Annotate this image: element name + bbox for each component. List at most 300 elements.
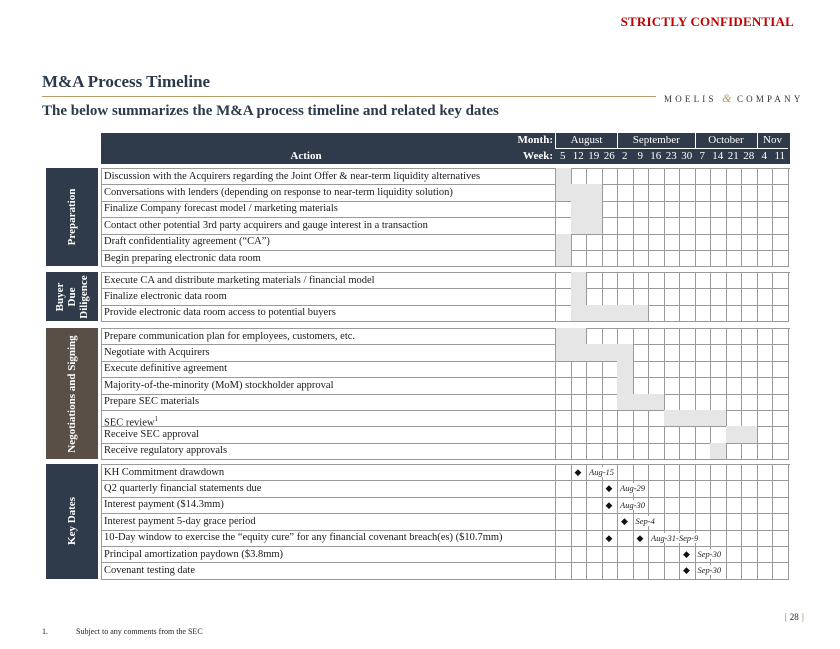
timeline-cell (772, 305, 789, 322)
timeline-cell-shaded (633, 394, 650, 411)
timeline-cell (617, 464, 634, 481)
section-right-border (788, 464, 789, 579)
timeline-cell (679, 443, 696, 460)
row-divider (101, 266, 555, 267)
timeline-cell (695, 443, 712, 460)
action-text: KH Commitment drawdown (104, 466, 225, 478)
timeline-cell (695, 513, 712, 530)
timeline-cell (586, 497, 603, 514)
timeline-cell (602, 410, 619, 427)
timeline-cell (757, 530, 774, 547)
action-text: Majority-of-the-minority (MoM) stockholder approval (104, 379, 334, 391)
table-row-action (104, 394, 199, 410)
timeline-cell (741, 562, 758, 579)
table-row-action (104, 465, 224, 481)
timeline-cell (586, 530, 603, 547)
page-number: [ 28 ] (784, 612, 804, 622)
table-row-action (104, 289, 227, 305)
timeline-cell (648, 497, 665, 514)
timeline-cell (679, 426, 696, 443)
timeline-cell (602, 546, 619, 563)
timeline-cell (695, 480, 712, 497)
timeline-cell (726, 530, 743, 547)
timeline-cell (633, 250, 650, 267)
timeline-cell (555, 546, 572, 563)
timeline-cell (695, 305, 712, 322)
timeline-cell (602, 377, 619, 394)
action-text: Prepare SEC materials (104, 396, 200, 408)
timeline-cell (741, 530, 758, 547)
timeline-cell (757, 328, 774, 345)
timeline-cell (633, 184, 650, 201)
timeline-cell (664, 234, 681, 251)
timeline-cell (757, 480, 774, 497)
header-week: 19 (588, 150, 600, 162)
timeline-cell (586, 562, 603, 579)
timeline-cell (772, 361, 789, 378)
header-week: 26 (603, 150, 615, 162)
section-right-border (788, 272, 789, 321)
header-week: 7 (699, 150, 705, 162)
timeline-cell (726, 250, 743, 267)
timeline-cell (695, 361, 712, 378)
timeline-cell (648, 377, 665, 394)
timeline-cell (617, 288, 634, 305)
milestone-diamond-icon: ◆ (621, 516, 628, 527)
row-divider (101, 321, 555, 322)
timeline-cell (555, 562, 572, 579)
timeline-cell (586, 546, 603, 563)
timeline-cell (571, 377, 588, 394)
timeline-cell-shaded (602, 344, 619, 361)
milestone-diamond-icon: ◆ (605, 483, 613, 494)
timeline-cell (710, 513, 727, 530)
timeline-cell (695, 234, 712, 251)
timeline-cell (602, 168, 619, 185)
table-row-action (104, 185, 453, 201)
timeline-cell (555, 288, 572, 305)
timeline-cell (757, 272, 774, 289)
logo-ampersand: & (722, 91, 732, 105)
timeline-cell (679, 328, 696, 345)
timeline-cell (695, 272, 712, 289)
action-text: Draft confidentiality agreement (“CA”) (104, 236, 270, 248)
section-category-line: Buyer (54, 282, 66, 311)
timeline-cell-shaded (555, 234, 572, 251)
timeline-cell (679, 288, 696, 305)
timeline-cell (772, 497, 789, 514)
timeline-cell (726, 497, 743, 514)
timeline-cell (741, 546, 758, 563)
timeline-cell-shaded (586, 305, 603, 322)
action-text: Provide electronic data room access to potential buyers (104, 307, 336, 319)
milestone-diamond-icon: ◆ (683, 565, 690, 576)
timeline-cell (772, 201, 789, 218)
section-right-border (788, 328, 789, 459)
timeline-cell (617, 168, 634, 185)
timeline-cell (617, 272, 634, 289)
timeline-cell (710, 377, 727, 394)
timeline-cell (679, 305, 696, 322)
timeline-cell (741, 184, 758, 201)
table-row-action (104, 497, 224, 513)
timeline-cell (757, 184, 774, 201)
timeline-cell (633, 234, 650, 251)
table-row-action (104, 514, 256, 530)
timeline-cell-shaded (571, 184, 588, 201)
timeline-cell (757, 305, 774, 322)
timeline-cell (633, 217, 650, 234)
timeline-cell (710, 394, 727, 411)
milestone-date-label: Aug-31-Sep-9 (651, 532, 699, 543)
timeline-cell-shaded (571, 201, 588, 218)
timeline-cell (772, 234, 789, 251)
timeline-cell-shaded (648, 394, 665, 411)
action-text: Principal amortization paydown ($3.8mm) (104, 548, 284, 560)
timeline-cell (695, 201, 712, 218)
timeline-cell-shaded (586, 344, 603, 361)
timeline-cell (586, 250, 603, 267)
action-text: Interest payment 5-day grace period (104, 515, 256, 527)
timeline-cell (648, 217, 665, 234)
timeline-cell (726, 377, 743, 394)
header-week: 21 (727, 150, 739, 162)
timeline-cell (648, 344, 665, 361)
timeline-cell (555, 201, 572, 218)
timeline-cell (679, 377, 696, 394)
header-week: 30 (681, 150, 693, 162)
timeline-cell (617, 217, 634, 234)
section-category-text (54, 275, 90, 318)
milestone-date-label: Sep-30 (697, 565, 722, 576)
timeline-cell (726, 562, 743, 579)
timeline-cell (726, 546, 743, 563)
confidential-label: STRICTLY CONFIDENTIAL (620, 14, 794, 29)
timeline-cell (571, 443, 588, 460)
timeline-cell (772, 394, 789, 411)
timeline-cell (757, 344, 774, 361)
action-text: Q2 quarterly financial statements due (104, 482, 262, 494)
timeline-cell (648, 546, 665, 563)
timeline-cell (664, 464, 681, 481)
timeline-cell (741, 361, 758, 378)
timeline-cell (679, 250, 696, 267)
timeline-cell (648, 361, 665, 378)
timeline-cell (586, 410, 603, 427)
timeline-cell (772, 480, 789, 497)
milestone-diamond-icon: ◆ (605, 499, 613, 510)
timeline-cell (772, 530, 789, 547)
timeline-cell (757, 201, 774, 218)
timeline-cell (586, 480, 603, 497)
timeline-cell (726, 443, 743, 460)
timeline-cell (664, 328, 681, 345)
footnote (42, 627, 203, 636)
timeline-cell (617, 184, 634, 201)
timeline-cell-shaded (586, 217, 603, 234)
timeline-cell (555, 464, 572, 481)
section-category-line: Due (66, 287, 78, 307)
timeline-cell (757, 426, 774, 443)
table-row-action (104, 201, 338, 217)
timeline-cell (571, 426, 588, 443)
action-text: Interest payment ($14.3mm) (104, 499, 224, 511)
timeline-cell (757, 394, 774, 411)
action-text: Receive regulatory approvals (104, 445, 228, 457)
timeline-cell (571, 361, 588, 378)
timeline-cell (726, 234, 743, 251)
timeline-cell-shaded (617, 305, 634, 322)
timeline-cell (648, 305, 665, 322)
timeline-cell (664, 546, 681, 563)
section-key-dates-label (46, 464, 98, 579)
action-text: Covenant testing date (104, 564, 195, 576)
section-left-border (101, 168, 102, 266)
timeline-cell (571, 168, 588, 185)
timeline-cell (617, 234, 634, 251)
timeline-cell (726, 480, 743, 497)
timeline-cell (648, 562, 665, 579)
timeline-cell (757, 234, 774, 251)
timeline-cell (664, 361, 681, 378)
timeline-cell (741, 288, 758, 305)
footnote-text: Subject to any comments from the SEC (76, 627, 203, 636)
milestone-diamond-icon: ◆ (574, 467, 582, 477)
timeline-cell (586, 272, 603, 289)
section-left-border (101, 464, 102, 579)
timeline-cell (571, 410, 588, 427)
timeline-cell (664, 272, 681, 289)
timeline-cell (772, 344, 789, 361)
timeline-cell (772, 443, 789, 460)
timeline-cell (602, 328, 619, 345)
timeline-cell (602, 217, 619, 234)
timeline-cell (741, 250, 758, 267)
header-month: Nov (757, 132, 788, 148)
timeline-cell (586, 394, 603, 411)
timeline-cell-shaded (695, 410, 712, 427)
timeline-cell (772, 217, 789, 234)
timeline-cell (633, 546, 650, 563)
timeline-cell (617, 562, 634, 579)
timeline-cell (741, 272, 758, 289)
timeline-cell (679, 464, 696, 481)
timeline-cell (602, 562, 619, 579)
table-row-action (104, 378, 334, 394)
timeline-cell (710, 344, 727, 361)
table-row-action (104, 234, 270, 250)
table-row-action (104, 251, 261, 267)
timeline-cell (633, 168, 650, 185)
timeline-cell (710, 234, 727, 251)
section-category-text: Preparation (66, 188, 78, 246)
timeline-cell (571, 234, 588, 251)
timeline-cell (571, 480, 588, 497)
timeline-cell (648, 288, 665, 305)
timeline-cell (602, 426, 619, 443)
timeline-cell (555, 410, 572, 427)
timeline-cell (555, 377, 572, 394)
timeline-cell (710, 426, 727, 443)
row-divider (101, 410, 555, 411)
section-negotiations-and-signing-label (46, 328, 98, 459)
timeline-cell-shaded (602, 305, 619, 322)
header-month: September (617, 132, 695, 148)
header-month: October (695, 132, 757, 148)
timeline-cell (633, 328, 650, 345)
timeline-cell (757, 464, 774, 481)
timeline-cell (757, 288, 774, 305)
timeline-cell (586, 234, 603, 251)
section-left-border (101, 272, 102, 321)
logo-left: MOELIS (664, 94, 717, 104)
header-action-label: Action (290, 150, 322, 162)
timeline-cell-shaded (571, 272, 588, 289)
timeline-cell (664, 168, 681, 185)
timeline-cell (648, 426, 665, 443)
timeline-cell (757, 217, 774, 234)
timeline-cell (741, 217, 758, 234)
timeline-cell (555, 530, 572, 547)
timeline-cell (757, 250, 774, 267)
timeline-cell (602, 513, 619, 530)
timeline-cell (710, 328, 727, 345)
section-preparation-label (46, 168, 98, 266)
timeline-cell (648, 272, 665, 289)
timeline-cell (679, 480, 696, 497)
timeline-cell (617, 250, 634, 267)
section-right-border (788, 168, 789, 266)
table-row-action (104, 218, 428, 234)
table-row-action (104, 443, 227, 459)
timeline-cell (633, 201, 650, 218)
timeline-cell-shaded (555, 344, 572, 361)
timeline-cell (741, 377, 758, 394)
timeline-cell (664, 497, 681, 514)
timeline-cell (586, 513, 603, 530)
timeline-cell (602, 234, 619, 251)
timeline-cell (757, 410, 774, 427)
timeline-cell (757, 546, 774, 563)
timeline-cell (757, 443, 774, 460)
section-left-border (101, 328, 102, 459)
timeline-cell (726, 344, 743, 361)
timeline-cell (571, 530, 588, 547)
timeline-cell (772, 377, 789, 394)
timeline-cell (772, 328, 789, 345)
action-text: Prepare communication plan for employees, customers, etc. (104, 330, 356, 342)
timeline-cell-shaded (679, 410, 696, 427)
timeline-cell (695, 394, 712, 411)
timeline-cell (664, 184, 681, 201)
timeline-cell (741, 513, 758, 530)
action-text: Negotiate with Acquirers (104, 346, 210, 358)
timeline-cell (555, 305, 572, 322)
timeline-cell (695, 377, 712, 394)
timeline-cell (726, 288, 743, 305)
timeline-cell (617, 443, 634, 460)
row-divider (101, 459, 555, 460)
timeline-cell (741, 497, 758, 514)
milestone-date-label: Aug-30 (620, 499, 646, 510)
timeline-cell (664, 288, 681, 305)
footnote-marker: 1 (154, 414, 158, 423)
timeline-cell (726, 272, 743, 289)
timeline-cell (648, 234, 665, 251)
timeline-cell (710, 168, 727, 185)
timeline-cell (648, 464, 665, 481)
timeline-cell-shaded (555, 328, 572, 345)
timeline-cell (679, 344, 696, 361)
timeline-cell-shaded (571, 328, 588, 345)
timeline-cell (679, 361, 696, 378)
timeline-cell-shaded (586, 184, 603, 201)
timeline-cell (555, 394, 572, 411)
timeline-cell (772, 426, 789, 443)
timeline-cell (757, 562, 774, 579)
timeline-cell (586, 288, 603, 305)
action-text: 10-Day window to exercise the “equity cure” for any financial covenant breach(es) ($10.7mm) (104, 532, 503, 544)
timeline-cell (726, 513, 743, 530)
timeline-cell (571, 250, 588, 267)
timeline-cell (726, 464, 743, 481)
timeline-cell (602, 184, 619, 201)
timeline-cell (679, 234, 696, 251)
timeline-cell (664, 480, 681, 497)
timeline-cell-shaded (617, 361, 634, 378)
timeline-cell-shaded (741, 426, 758, 443)
timeline-cell (726, 394, 743, 411)
timeline-cell (664, 250, 681, 267)
timeline-cell (602, 272, 619, 289)
timeline-cell (741, 344, 758, 361)
action-text: Execute CA and distribute marketing materials / financial model (104, 274, 375, 286)
logo-right: COMPANY (736, 94, 804, 104)
timeline-cell-shaded (571, 288, 588, 305)
timeline-cell-shaded (571, 217, 588, 234)
timeline-cell (695, 217, 712, 234)
timeline-cell (664, 305, 681, 322)
timeline-cell (571, 394, 588, 411)
timeline-cell (679, 217, 696, 234)
table-row-action (104, 530, 503, 546)
milestone-diamond-icon: ◆ (636, 532, 644, 543)
timeline-cell (772, 168, 789, 185)
timeline-cell (695, 464, 712, 481)
page-subtitle: The below summarizes the M&A process timeline and related key dates (42, 103, 499, 119)
header-week: 5 (560, 150, 566, 162)
timeline-cell (648, 443, 665, 460)
timeline-cell-shaded (586, 201, 603, 218)
timeline-cell (695, 426, 712, 443)
timeline-cell (602, 201, 619, 218)
timeline-cell (664, 562, 681, 579)
timeline-cell (679, 513, 696, 530)
action-text: Begin preparing electronic data room (104, 252, 261, 264)
timeline-cell-shaded (571, 344, 588, 361)
milestone-diamond-icon: ◆ (605, 532, 613, 543)
timeline-cell (571, 546, 588, 563)
timeline-cell (664, 443, 681, 460)
timeline-cell (726, 217, 743, 234)
table-row-action (104, 273, 375, 289)
timeline-cell (633, 562, 650, 579)
timeline-cell (664, 377, 681, 394)
timeline-cell (772, 410, 789, 427)
timeline-cell (602, 394, 619, 411)
timeline-cell (695, 288, 712, 305)
timeline-cell (741, 168, 758, 185)
